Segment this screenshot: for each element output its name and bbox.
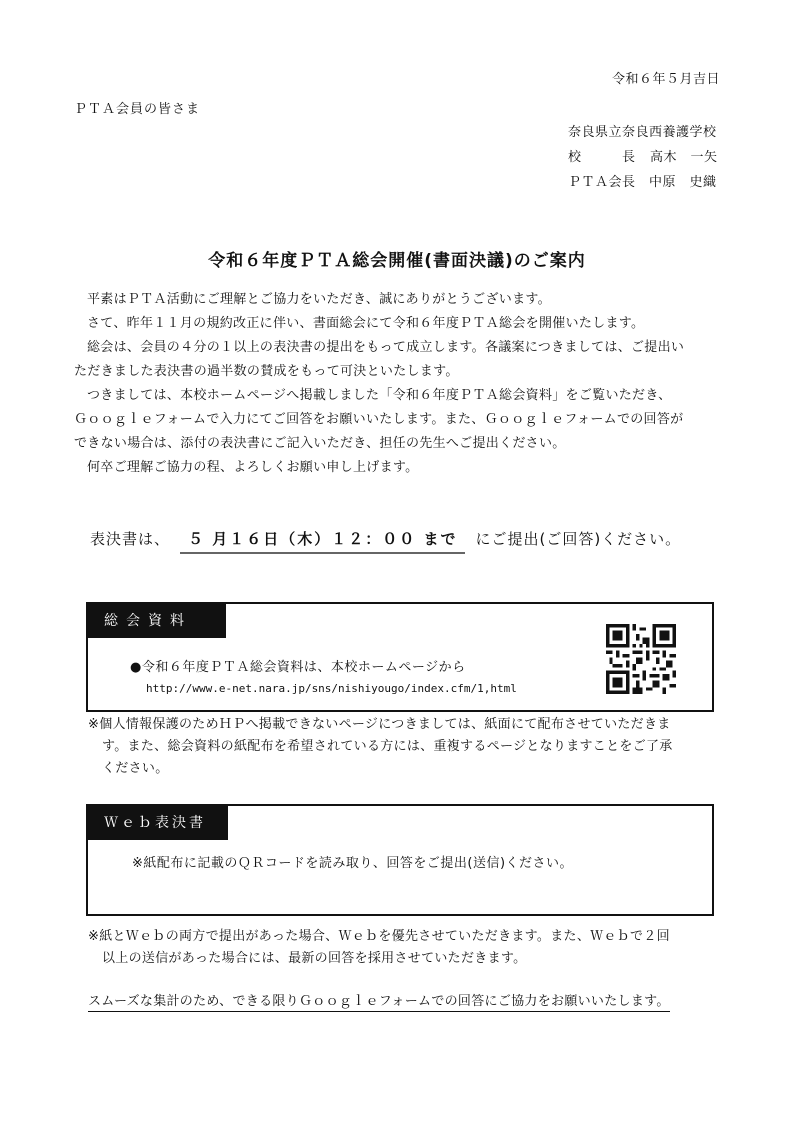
deadline-suffix: にご提出(ご回答)ください。	[475, 530, 682, 548]
note-line: ください。	[102, 761, 169, 776]
materials-header: 総会資料	[88, 604, 226, 638]
qr-code-icon	[606, 624, 676, 694]
body-paragraph: 総会は、会員の４分の１以上の表決書の提出をもって成立します。各議案につきましては、ご提出い	[87, 340, 685, 355]
body-paragraph: 平素はＰＴＡ活動にご理解とご協力をいただき、誠にありがとうございます。	[87, 292, 551, 307]
body-paragraph: できない場合は、添付の表決書にご記入いただき、担任の先生へご提出ください。	[74, 436, 566, 451]
principal-name: 高木 一矢	[650, 150, 718, 165]
materials-box	[86, 602, 714, 712]
web-header: Ｗｅｂ表決書	[88, 806, 228, 840]
pta-title: ＰＴＡ会長	[568, 175, 636, 190]
web-box	[86, 804, 714, 916]
note-line: ※紙とＷｅｂの両方で提出があった場合、Ｗｅｂを優先させていただきます。また、Ｗｅｂで２回	[88, 929, 670, 944]
body-paragraph: Ｇｏｏｇｌｅフォームで入力にてご回答をお願いいたします。また、Ｇｏｏｇｌｅフォームでの回答が	[74, 412, 684, 427]
body-paragraph: さて、昨年１１月の規約改正に伴い、書面総会にて令和６年度ＰＴＡ総会を開催いたします。	[87, 316, 645, 331]
materials-url[interactable]: http://www.e-net.nara.jp/sns/nishiyougo/index.cfm/1,html	[146, 682, 517, 695]
deadline-date: ５ 月１６日（木）１２：００ まで	[180, 528, 465, 554]
addressee: ＰＴＡ会員の皆さま	[74, 102, 201, 117]
sender-principal	[568, 145, 768, 170]
body-paragraph: ただきました表決書の過半数の賛成をもって可決といたします。	[74, 364, 459, 379]
sender-pta-chair	[568, 170, 768, 195]
web-note	[88, 926, 728, 970]
note-line: ※個人情報保護のためＨＰへ掲載できないページにつきましては、紙面にて配布させていただきま	[88, 717, 671, 732]
body-paragraph: つきましては、本校ホームページへ掲載しました「令和６年度ＰＴＡ総会資料」をご覧いただき、	[87, 388, 672, 403]
note-line: す。また、総会資料の紙配布を希望されている方には、重複するページとなりますことをご了承	[102, 739, 673, 754]
document-date: 令和６年５月吉日	[611, 72, 720, 87]
closing-request: スムーズな集計のため、できる限りＧｏｏｇｌｅフォームでの回答にご協力をお願いいたします。	[88, 990, 670, 1012]
deadline-prefix: 表決書は、	[90, 530, 171, 548]
principal-title: 校 長	[568, 150, 636, 165]
materials-item: ●令和６年度ＰＴＡ総会資料は、本校ホームページから	[130, 660, 466, 675]
materials-note	[88, 714, 728, 780]
web-item: ※紙配布に記載のＱＲコードを読み取り、回答をご提出(送信)ください。	[132, 856, 574, 871]
sender-block	[568, 120, 768, 195]
pta-name: 中原 史織	[649, 175, 717, 190]
body-paragraph: 何卒ご理解ご協力の程、よろしくお願い申し上げます。	[87, 460, 419, 475]
body-text	[74, 288, 734, 480]
document-title: 令和６年度ＰＴＡ総会開催(書面決議)のご案内	[208, 251, 586, 271]
deadline-line	[90, 528, 681, 554]
sender-school: 奈良県立奈良西養護学校	[568, 125, 717, 140]
note-line: 以上の送信があった場合には、最新の回答を採用させていただきます。	[102, 951, 527, 966]
